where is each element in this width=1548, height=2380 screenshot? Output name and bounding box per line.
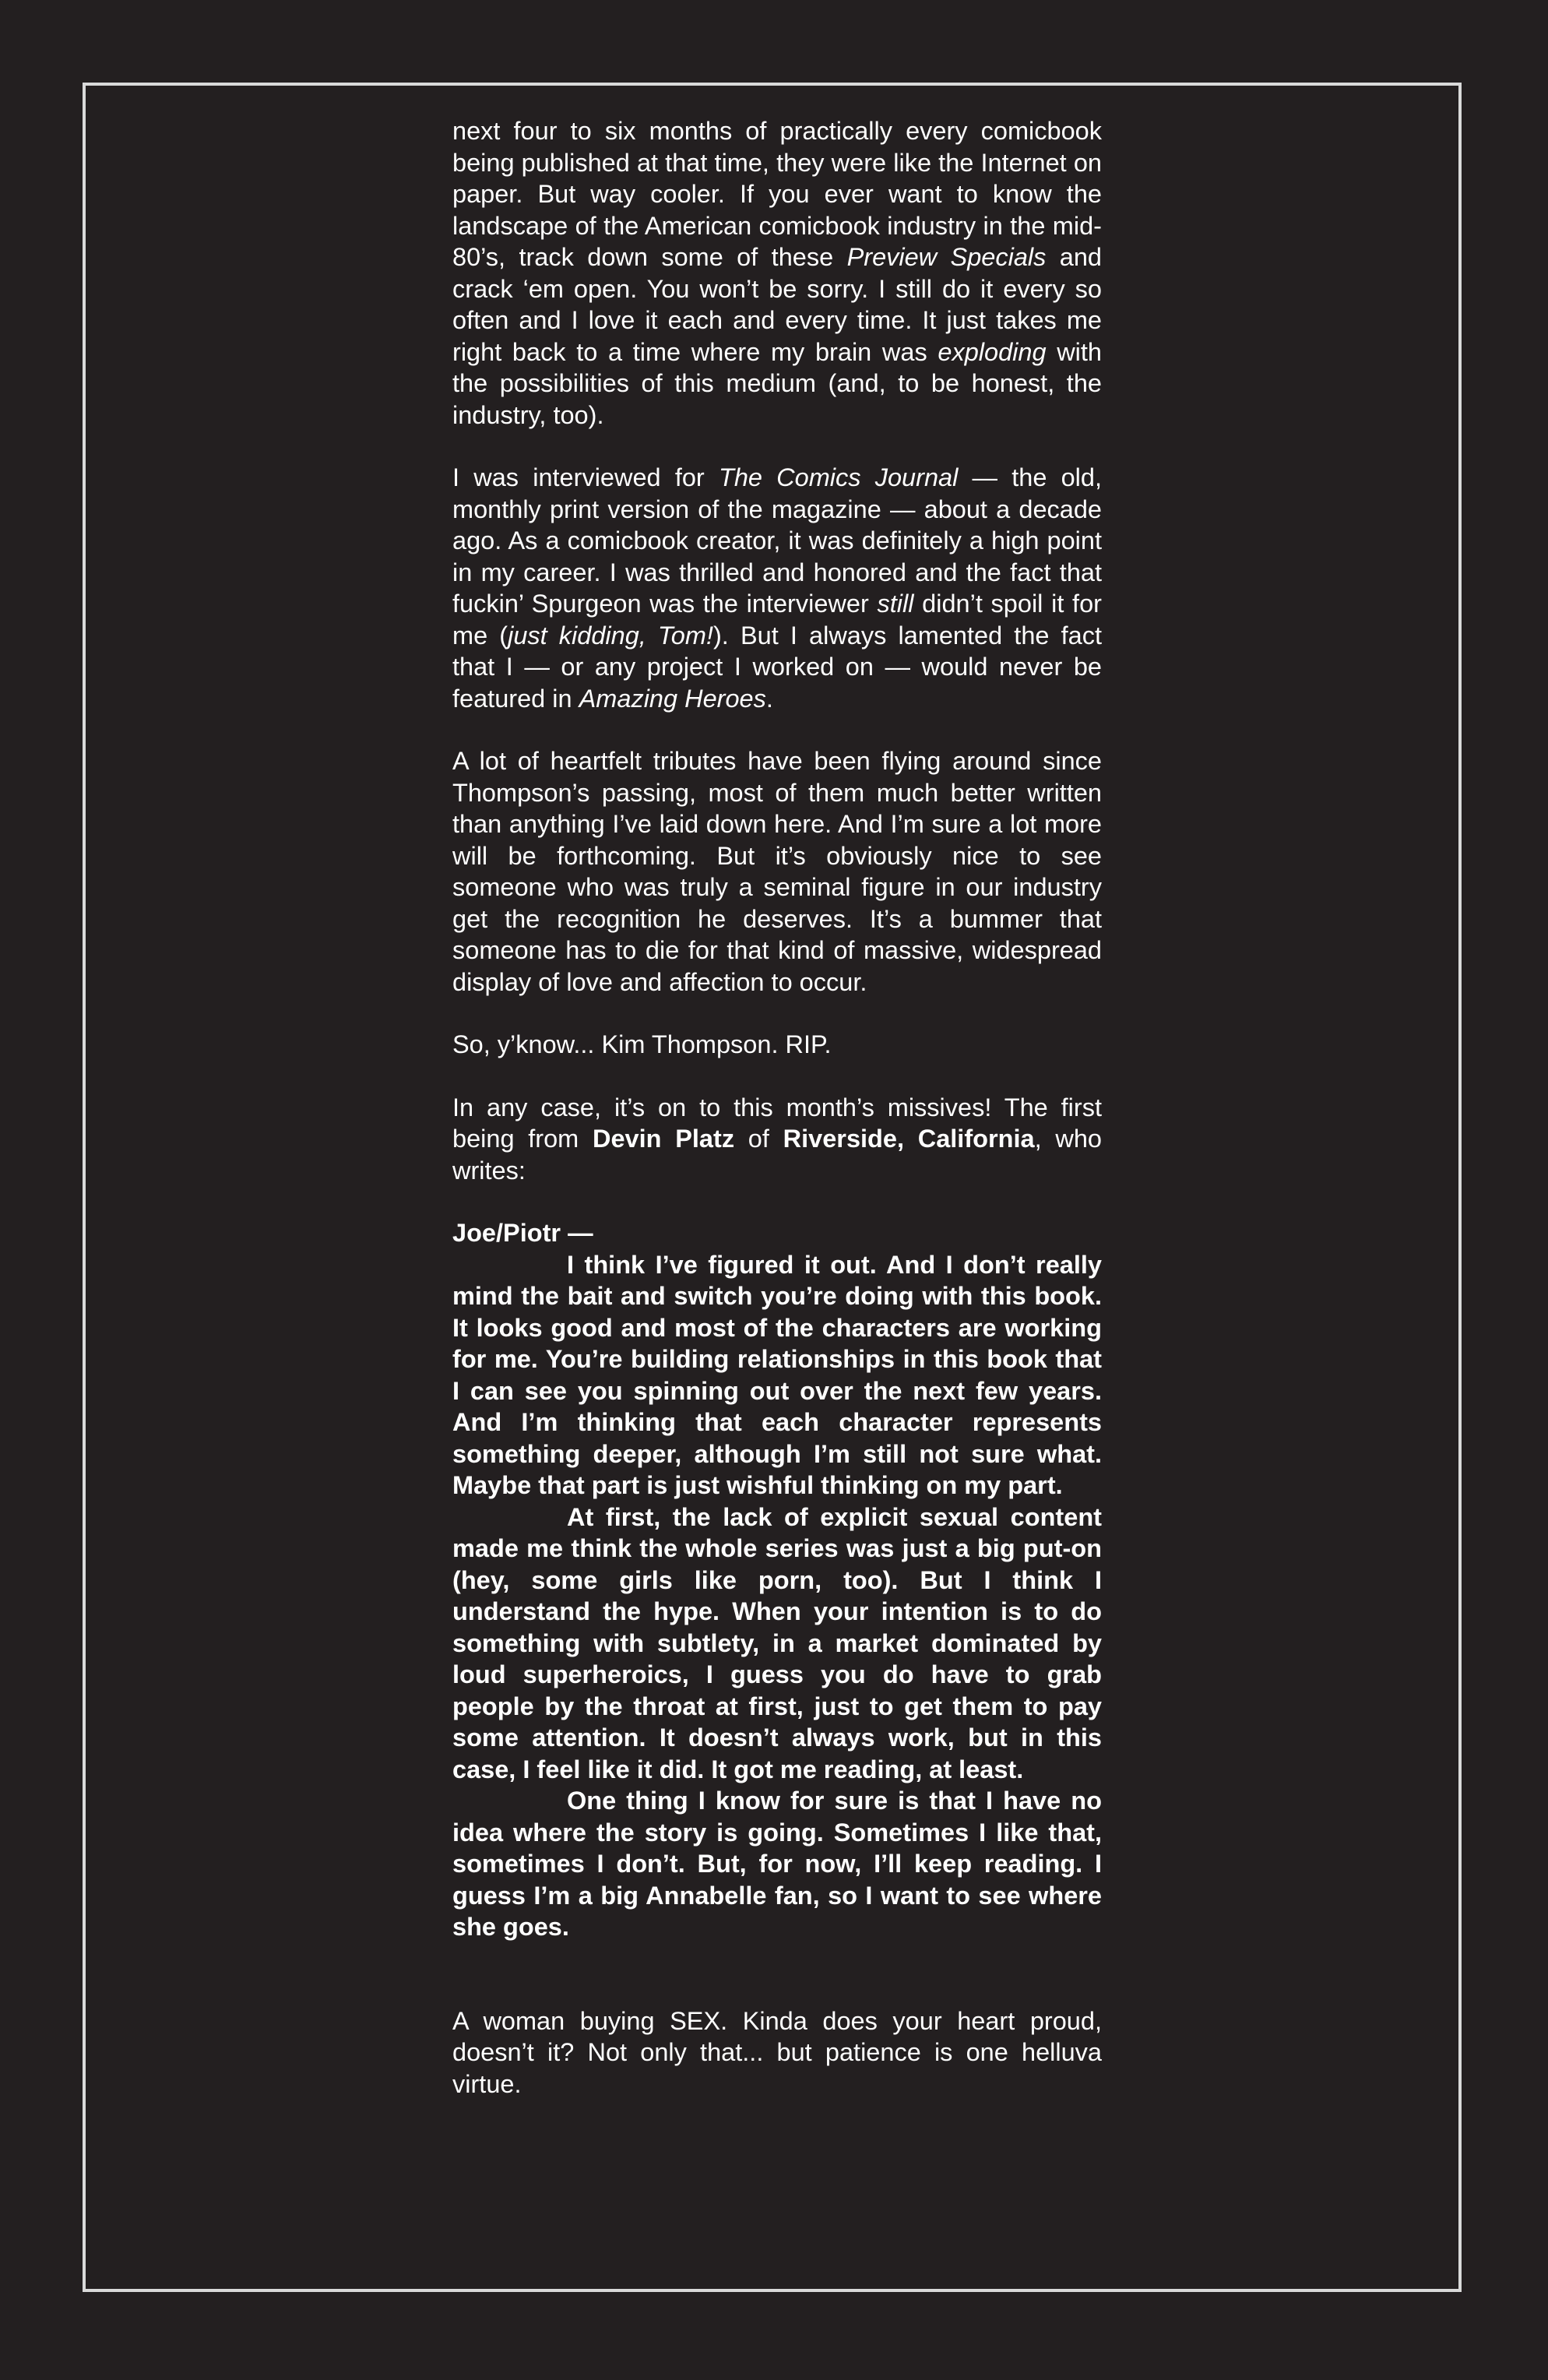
reader-letter bbox=[452, 1217, 1102, 1943]
letter-salutation: Joe/Piotr — bbox=[452, 1219, 593, 1247]
letter-author-location: Riverside, California bbox=[783, 1125, 1035, 1153]
italic-comics-journal: The Comics Journal bbox=[718, 463, 959, 491]
italic-exploding: exploding bbox=[938, 337, 1047, 366]
paragraph-rip: So, y’know... Kim Thompson. RIP. bbox=[452, 1030, 832, 1058]
paragraph-missives-intro: In any case, it’s on to this month’s missives! The first being from Devin Platz of Riverside, California, who writes: bbox=[452, 1093, 1103, 1185]
italic-still: still bbox=[877, 590, 914, 618]
italic-just-kidding: just kidding, Tom! bbox=[508, 621, 713, 650]
italic-amazing-heroes: Amazing Heroes bbox=[579, 684, 766, 713]
italic-preview-specials: Preview Specials bbox=[846, 243, 1047, 271]
paragraph-preview-specials: next four to six months of practically every comicbook being published at that time, they were like the Internet on paper. But way cooler. If you ever want to know the landscape of the American comicbook industry in the mid-80’s, track down some of these Preview Specials and crack ‘em open. You won’t be sorry. I still do it every so often and I love it each and every time. It just takes me right back to a time where my brain was exploding with the possibilities of this medium (and, to be honest, the industry, too). bbox=[452, 117, 1102, 429]
letter-author-name: Devin Platz bbox=[592, 1125, 735, 1153]
paragraph-tributes: A lot of heartfelt tributes have been flying around since Thompson’s passing, most of them much better written than anything I’ve laid down here. And I’m sure a lot more will be forthcoming. But it’s obviously nice to see someone who was truly a seminal figure in our industry get the recognition he deserves. It’s a bummer that someone has to die for that kind of massive, widespread display of love and affection to occur. bbox=[452, 747, 1102, 996]
letter-paragraph: One thing I know for sure is that I have no idea where the story is going. Sometimes I like that, sometimes I don’t. But, for now, I’ll keep reading. I guess I’m a big Annabelle fan, so I want to see where she goes. bbox=[452, 1787, 1102, 1941]
paragraph-response: A woman buying SEX. Kinda does your heart proud, doesn’t it? Not only that... but patience is one helluva virtue. bbox=[452, 2006, 1102, 2098]
letter-paragraph: At first, the lack of explicit sexual content made me think the whole series was just a big put-on (hey, some girls like porn, too). But I think I understand the hype. When your intention is to do something with subtlety, in a market dominated by loud superheroics, I guess you do have to grab people by the throat at first, just to get them to pay some attention. It doesn’t always work, but in this case, I feel like it did. It got me reading, at least. bbox=[452, 1502, 1102, 1783]
letter-paragraph: I think I’ve figured it out. And I don’t really mind the bait and switch you’re doing with this book. It looks good and most of the characters are working for me. You’re building relationships in this book that I can see you spinning out over the next few years. And I’m thinking that each character represents something deeper, although I’m still not sure what. Maybe that part is just wishful thinking on my part. bbox=[452, 1250, 1102, 1499]
letters-column bbox=[452, 115, 1102, 2100]
paragraph-comics-journal: I was interviewed for The Comics Journal — the old, monthly print version of the magazine — about a decade ago. As a comicbook creator, it was definitely a high point in my career. I was thrilled and honored and the fact that fuckin’ Spurgeon was the interviewer still didn’t spoil it for me (just kidding, Tom!). But I always lamented the fact that I — or any project I worked on — would never be featured in Amazing Heroes. bbox=[452, 463, 1103, 713]
